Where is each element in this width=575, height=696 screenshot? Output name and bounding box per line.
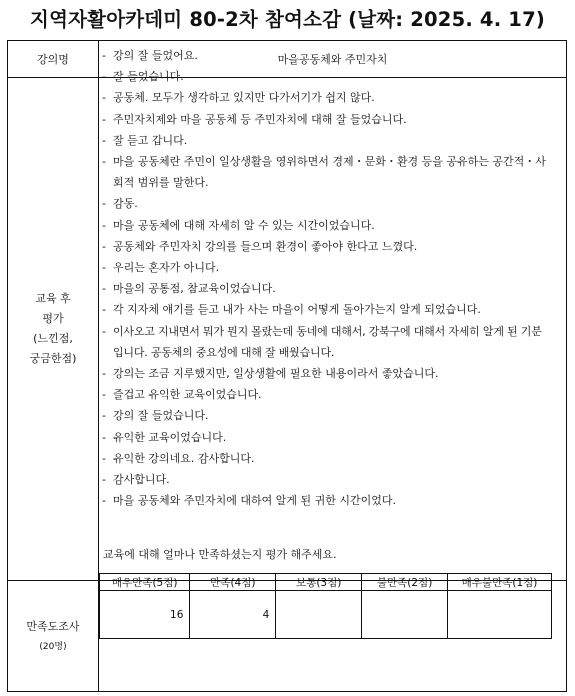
comment-item: - 강의는 조금 지루했지만, 일상생활에 필요한 내용이라서 좋았습니다. (102, 363, 552, 384)
evaluation-label-line: 궁금한점) (29, 352, 77, 365)
header-course-label: 강의명 (37, 53, 69, 66)
comment-list (102, 45, 552, 511)
evaluation-label-line: (느낀점, (33, 332, 73, 345)
comment-item: - 마을 공동체에 대해 자세히 알 수 있는 시간이었습니다. (102, 215, 552, 236)
comment-item: - 감사합니다. (102, 469, 552, 490)
comment-item: - 공동체. 모두가 생각하고 있지만 다가서기가 쉽지 않다. (102, 87, 552, 108)
satisfaction-value-row (100, 591, 552, 639)
evaluation-label (8, 78, 98, 580)
rating-very-satisfied-count: 16 (100, 591, 190, 639)
comment-item: - 강의 잘 들었어요. (102, 45, 552, 66)
comment-item: - 잘 들었습니다. (102, 66, 552, 87)
comment-item: - 공동체와 주민자치 강의를 들으며 환경이 좋아야 한다고 느꼈다. (102, 236, 552, 257)
comment-item: - 주민자치제와 마을 공동체 등 주민자치에 대해 잘 들었습니다. (102, 109, 552, 130)
comment-item: - 우리는 혼자가 아니다. (102, 257, 552, 278)
comment-item: - 이사오고 지내면서 뭐가 뭔지 몰랐는데 동네에 대해서, 강북구에 대해서 자세히 알게 된 기분입니다. 공동체의 중요성에 대해 잘 배웠습니다. (102, 321, 552, 363)
comment-item: - 마을의 공통점, 참교육이었습니다. (102, 278, 552, 299)
comment-item: - 각 지자체 얘기를 듣고 내가 사는 마을이 어떻게 돌아가는지 알게 되었습니다. (102, 299, 552, 320)
rating-very-satisfied-header: 매우만족(5점) (100, 574, 190, 591)
satisfaction-table (99, 573, 552, 639)
satisfaction-label (8, 581, 98, 692)
rating-dissatisfied-header: 불만족(2점) (362, 574, 448, 591)
rating-satisfied-header: 만족(4점) (190, 574, 276, 591)
comment-item: - 유익한 교육이었습니다. (102, 427, 552, 448)
header-course-name: 마을공동체와 주민자치 (277, 53, 388, 66)
evaluation-label-line: 평가 (42, 312, 64, 325)
rating-very-dissatisfied-count (448, 591, 552, 639)
page-title: 지역자활아카데미 80-2차 참여소감 (날짜: 2025. 4. 17) (30, 8, 545, 31)
rating-dissatisfied-count (362, 591, 448, 639)
comment-item: - 유익한 강의네요. 감사합니다. (102, 448, 552, 469)
comment-item: - 마을 공동체와 주민자치에 대하여 알게 된 귀한 시간이었다. (102, 490, 552, 511)
satisfaction-header-row (100, 574, 552, 591)
rating-neutral-header: 보통(3점) (276, 574, 362, 591)
respondent-count: (20명) (39, 641, 67, 652)
comment-item: - 강의 잘 들었습니다. (102, 405, 552, 426)
satisfaction-question: 교육에 대해 얼마나 만족하셨는지 평가 해주세요. (103, 548, 337, 561)
rating-neutral-count (276, 591, 362, 639)
rating-very-dissatisfied-header: 매우불만족(1점) (448, 574, 552, 591)
satisfaction-title: 만족도조사 (26, 619, 80, 633)
comment-item: - 잘 듣고 갑니다. (102, 130, 552, 151)
comment-item: - 감동. (102, 193, 552, 214)
comment-item: - 마을 공동체란 주민이 일상생활을 영위하면서 경제・문화・환경 등을 공유하는 공간적・사회적 범위를 말한다. (102, 151, 552, 193)
comment-item: - 즐겁고 유익한 교육이었습니다. (102, 384, 552, 405)
rating-satisfied-count: 4 (190, 591, 276, 639)
evaluation-label-line: 교육 후 (35, 292, 71, 305)
